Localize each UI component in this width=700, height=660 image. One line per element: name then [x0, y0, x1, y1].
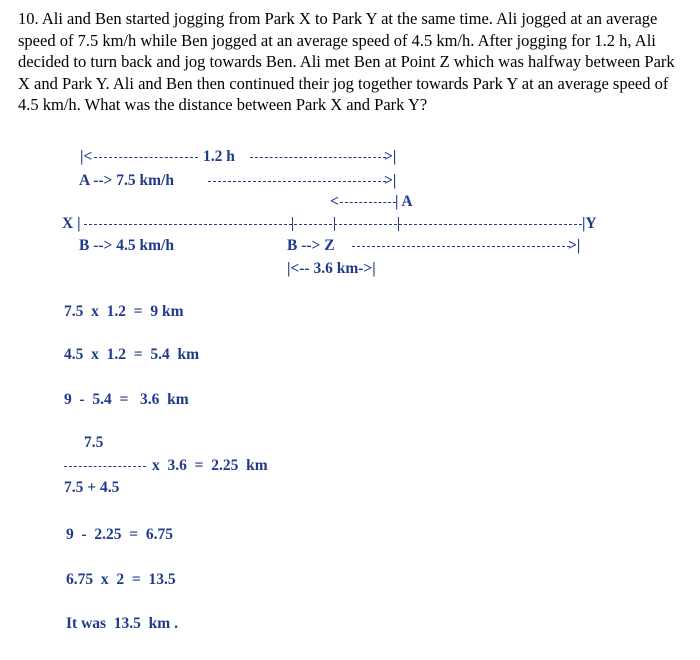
fraction-denominator: 7.5 + 4.5	[64, 479, 120, 496]
tick-mark	[398, 217, 399, 231]
time-label: 1.2 h	[203, 148, 235, 165]
tick-mark	[292, 217, 293, 231]
return-arrow-left: <	[330, 193, 339, 210]
return-line	[340, 202, 396, 203]
answer: It was 13.5 km .	[66, 615, 178, 632]
working-line-1: 7.5 x 1.2 = 9 km	[64, 303, 184, 320]
gap-label: |<-- 3.6 km->|	[287, 260, 376, 277]
tick-mark	[334, 217, 335, 231]
ali-line	[208, 181, 386, 182]
main-line	[84, 224, 582, 225]
fraction-bar	[64, 466, 146, 467]
park-y-label: |Y	[582, 215, 597, 232]
time-bracket-left: |<	[80, 148, 93, 165]
ali-label: A --> 7.5 km/h	[79, 172, 174, 189]
ben-z-line	[352, 246, 570, 247]
time-bracket-right: >|	[384, 148, 397, 165]
question-text: 10. Ali and Ben started jogging from Park X to Park Y at the same time. Ali jogged at an average speed of 7.5 km/h while Ben jogged at an average speed of 4.5 km/h. After jogging for 1.2 h, Ali decided to turn back and jog towards Ben. Ali met Ben at Point Z which was halfway between Park X and Park Y. Ali and Ben then continued their jog together towards Park Y at an average speed of 4.5 km/h. What was the distance between Park X and Park Y?	[18, 9, 675, 115]
fraction-numerator: 7.5	[84, 434, 104, 451]
working-line-5: 9 - 2.25 = 6.75	[66, 526, 173, 543]
ben-z-label: B --> Z	[287, 237, 335, 254]
return-label: | A	[395, 193, 413, 210]
fraction-rest: x 3.6 = 2.25 km	[152, 457, 268, 474]
working-line-6: 6.75 x 2 = 13.5	[66, 571, 176, 588]
time-line-left	[94, 157, 198, 158]
working-line-2: 4.5 x 1.2 = 5.4 km	[64, 346, 199, 363]
ben-label: B --> 4.5 km/h	[79, 237, 174, 254]
working-line-3: 9 - 5.4 = 3.6 km	[64, 391, 189, 408]
time-line-right	[250, 157, 386, 158]
ali-arrow-end: >|	[384, 172, 397, 189]
ben-z-end: >|	[568, 237, 581, 254]
park-x-label: X |	[62, 215, 81, 232]
